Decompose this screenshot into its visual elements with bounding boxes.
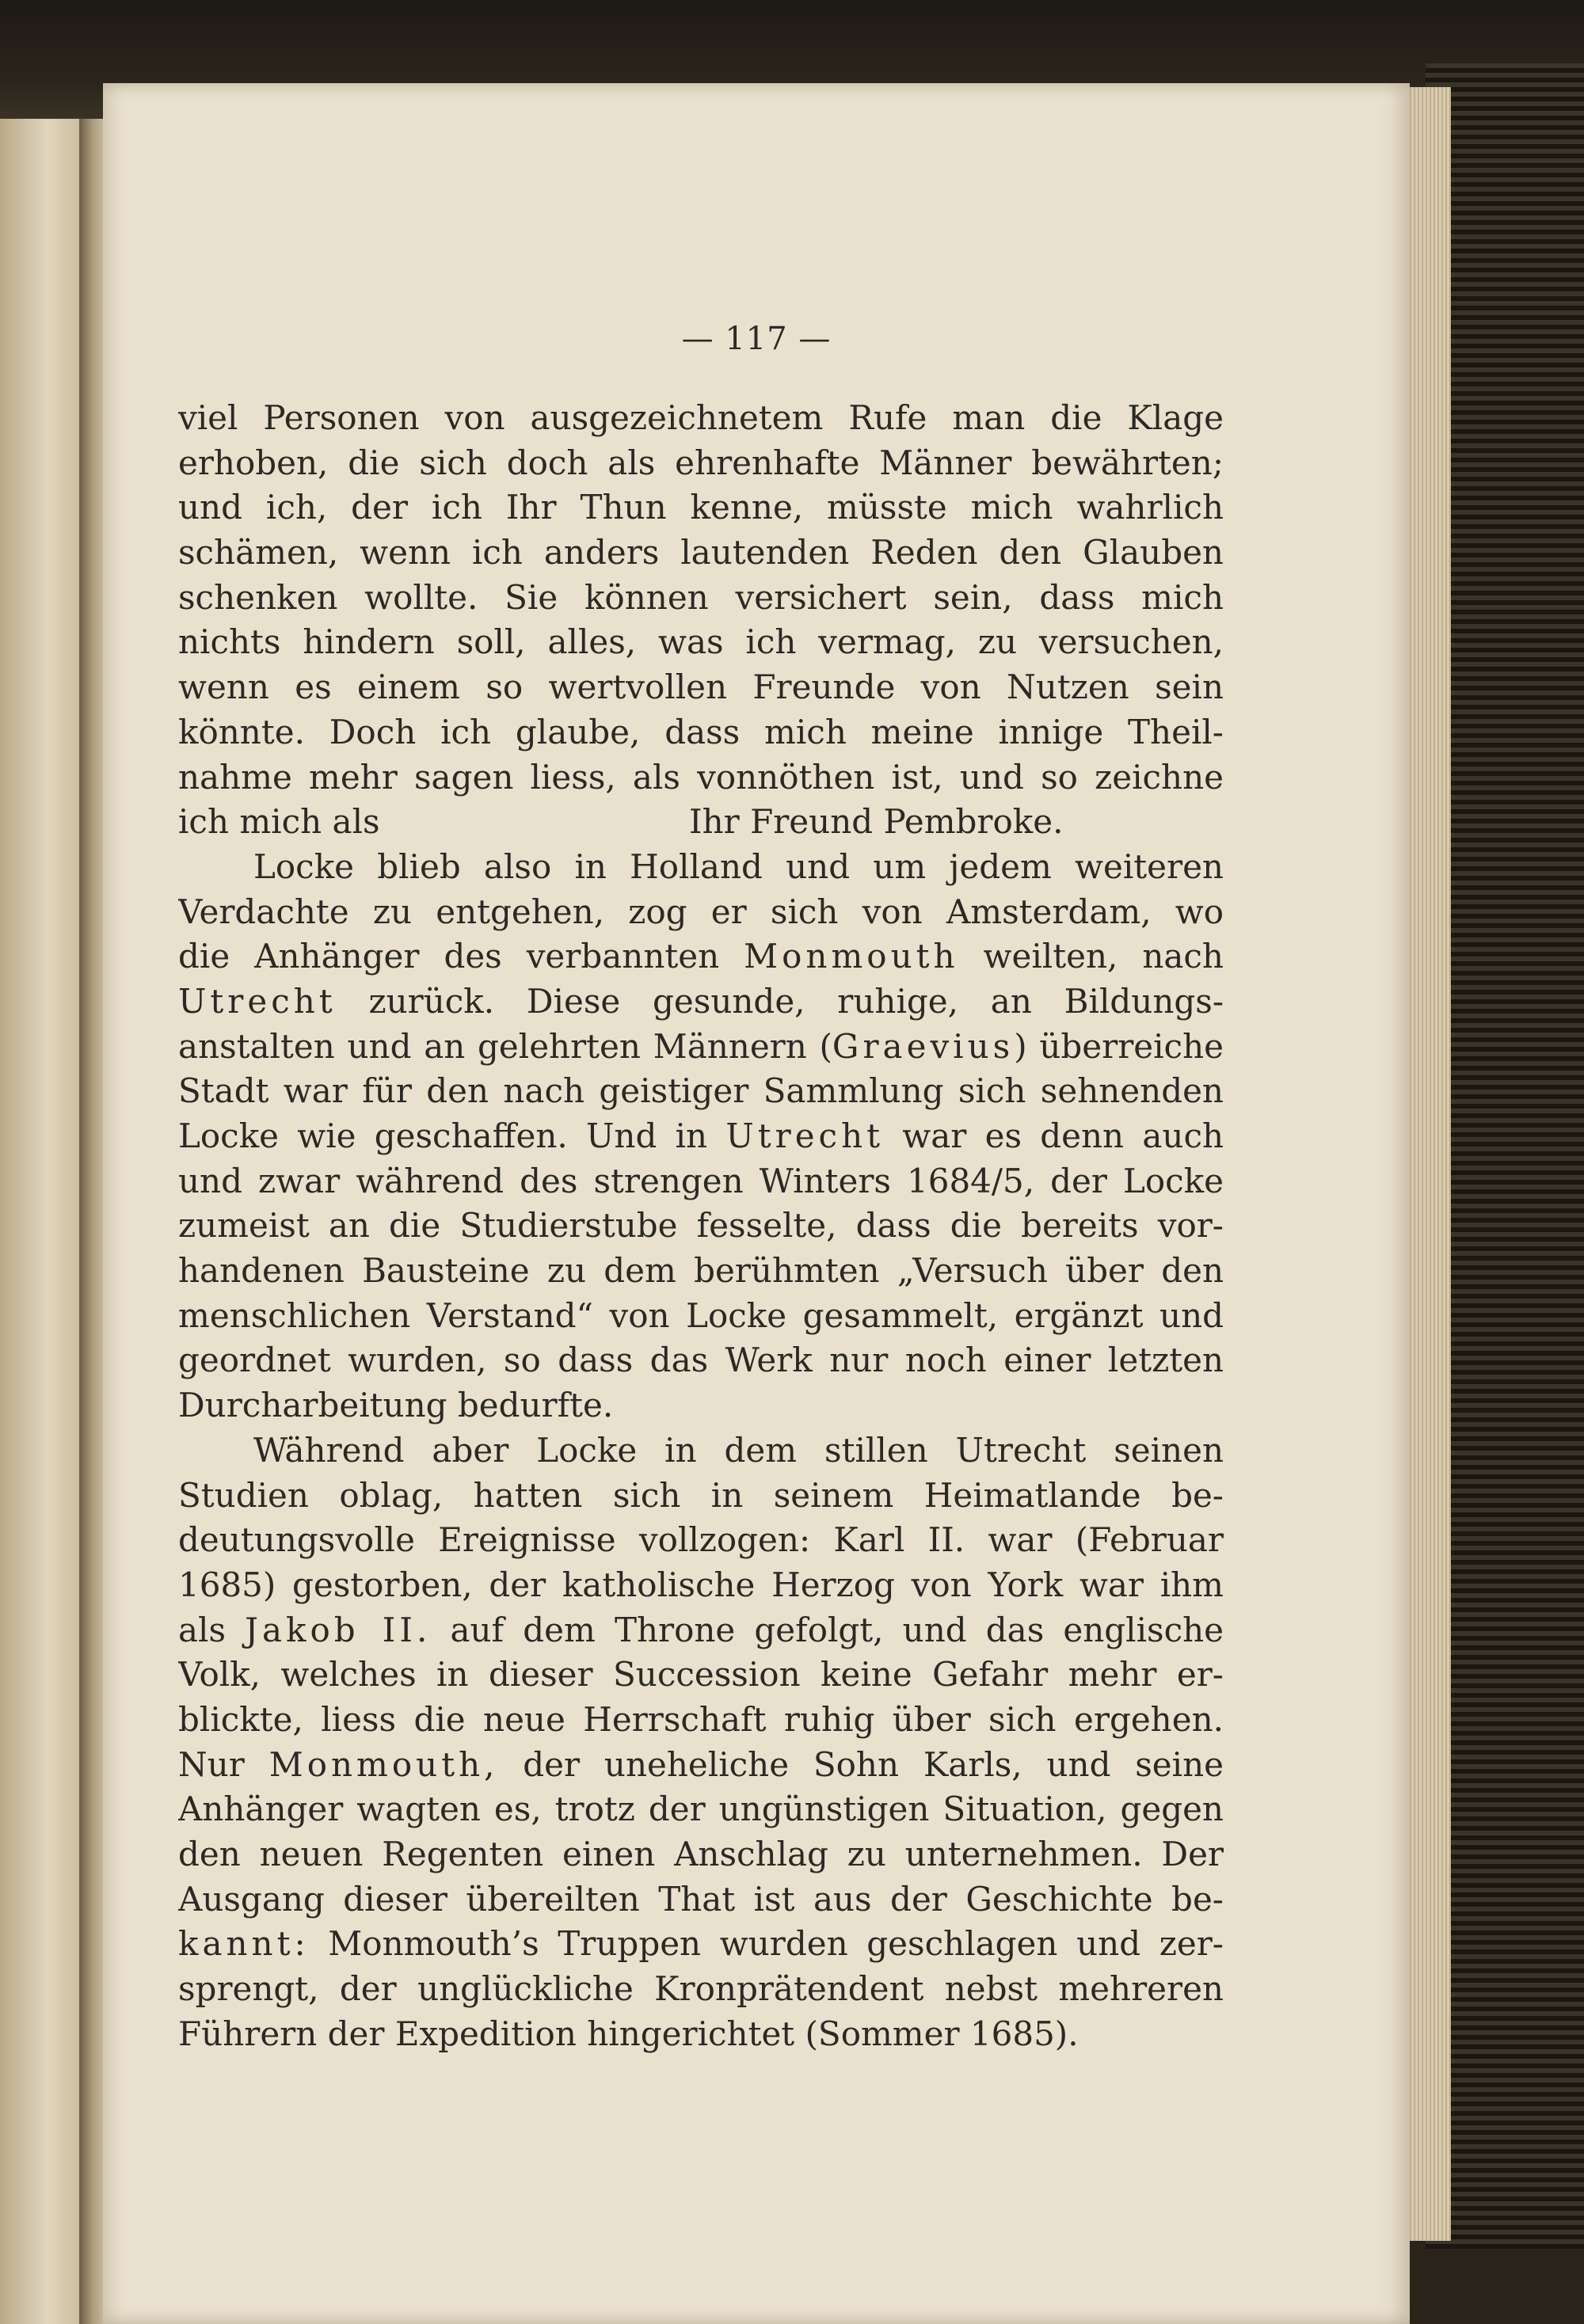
- text-line: viel Personen von ausgezeichnetem Rufe man die Klage: [178, 398, 1224, 437]
- text-line: nichts hindern soll, alles, was ich vermag, zu versuchen,: [178, 622, 1224, 662]
- text-span: die Anhänger des verbannten: [178, 937, 720, 976]
- text-line: blickte, liess die neue Herrschaft ruhig über sich ergehen.: [178, 1699, 1224, 1739]
- text-line: [178, 934, 1224, 979]
- text-line: schämen, wenn ich anders lautenden Reden den Glauben: [178, 533, 1224, 572]
- text-line: menschlichen Verstand“ von Locke gesammelt, ergänzt und: [178, 1295, 1224, 1335]
- text-span: Locke wie geschaffen. Und in: [178, 1116, 708, 1155]
- spaced-name: Monmouth,: [268, 1744, 499, 1784]
- text-span: Monmouth’s Truppen wurden geschlagen und zer-: [328, 1924, 1224, 1964]
- text-line: geordnet wurden, so dass das Werk nur noch einer letzten: [178, 1341, 1224, 1380]
- text-line: Anhänger wagten es, trotz der ungünstigen Situation, gegen: [178, 1790, 1224, 1829]
- signature: Ihr Freund Pembroke.: [689, 802, 1064, 842]
- signature-lead: ich mich als: [178, 802, 380, 842]
- spaced-name: Jakob II.: [245, 1610, 432, 1649]
- text-line: handenen Bausteine zu dem berühmten „Versuch über den: [178, 1251, 1224, 1291]
- text-span: der uneheliche Sohn Karls, und seine: [523, 1744, 1224, 1784]
- text-line: [178, 1114, 1224, 1159]
- signature-line: [178, 800, 1224, 845]
- text-line: Locke blieb also in Holland und um jedem weiteren: [253, 846, 1224, 886]
- text-line: [178, 1608, 1224, 1653]
- text-line: nahme mehr sagen liess, als vonnöthen ist, und so zeichne: [178, 757, 1224, 797]
- text-line: deutungsvolle Ereignisse vollzogen: Karl II. war (Februar: [178, 1520, 1224, 1560]
- text-line: sprengt, der unglückliche Kronprätendent nebst mehreren: [178, 1969, 1224, 2009]
- text-line: [178, 979, 1224, 1025]
- text-line: Während aber Locke in dem stillen Utrecht seinen: [253, 1430, 1224, 1470]
- spaced-word: kannt:: [178, 1924, 310, 1964]
- text-line: und ich, der ich Ihr Thun kenne, müsste mich wahrlich: [178, 488, 1224, 527]
- text-line: könnte. Doch ich glaube, dass mich meine innige Theil-: [178, 712, 1224, 751]
- text-span: auf dem Throne gefolgt, und das englische: [450, 1610, 1224, 1649]
- text-line: zumeist an die Studierstube fesselte, dass die bereits vor-: [178, 1206, 1224, 1246]
- text-line: Verdachte zu entgehen, zog er sich von Amsterdam, wo: [178, 892, 1224, 931]
- text-line: erhoben, die sich doch als ehrenhafte Männer bewährten;: [178, 443, 1224, 482]
- body-text: [178, 396, 1224, 2056]
- text-span: als: [178, 1610, 227, 1649]
- text-span: Nur: [178, 1744, 245, 1784]
- text-line: Durcharbeitung bedurfte.: [178, 1386, 614, 1425]
- text-line: den neuen Regenten einen Anschlag zu unternehmen. Der: [178, 1835, 1224, 1873]
- text-line: Stadt war für den nach geistiger Sammlung sich sehnenden: [178, 1071, 1224, 1111]
- spaced-name: Graevius: [832, 1026, 1015, 1066]
- text-line: [178, 1025, 1224, 1070]
- book-page: [103, 83, 1410, 2324]
- text-line: 1685) gestorben, der katholische Herzog von York war ihm: [178, 1565, 1224, 1604]
- spaced-name: Utrecht: [178, 981, 337, 1021]
- text-line: [178, 1743, 1224, 1788]
- page-number: — 117 —: [681, 321, 832, 357]
- spaced-name: Monmouth: [744, 937, 959, 976]
- text-line: Volk, welches in dieser Succession keine Gefahr mehr er-: [178, 1655, 1224, 1695]
- text-line: Führern der Expedition hingerichtet (Sommer 1685).: [178, 2014, 1079, 2053]
- text-line: schenken wollte. Sie können versichert sein, dass mich: [178, 577, 1224, 617]
- text-line: Studien oblag, hatten sich in seinem Heimatlande be-: [178, 1475, 1224, 1515]
- text-span: war es denn auch: [902, 1116, 1224, 1155]
- text-line: und zwar während des strengen Winters 1684/5, der Locke: [178, 1161, 1224, 1200]
- text-span: anstalten und an gelehrten Männern (: [178, 1026, 832, 1066]
- text-line: [178, 1922, 1224, 1967]
- text-span: zurück. Diese gesunde, ruhige, an Bildungs-: [368, 981, 1224, 1021]
- text-span: weilten, nach: [983, 937, 1224, 976]
- text-line: Ausgang dieser übereilten That ist aus der Geschichte be-: [178, 1879, 1224, 1919]
- text-span: ) überreiche: [1014, 1026, 1224, 1066]
- spaced-name: Utrecht: [725, 1116, 885, 1155]
- previous-page-edge: [0, 119, 79, 2324]
- text-line: wenn es einem so wertvollen Freunde von Nutzen sein: [178, 668, 1224, 707]
